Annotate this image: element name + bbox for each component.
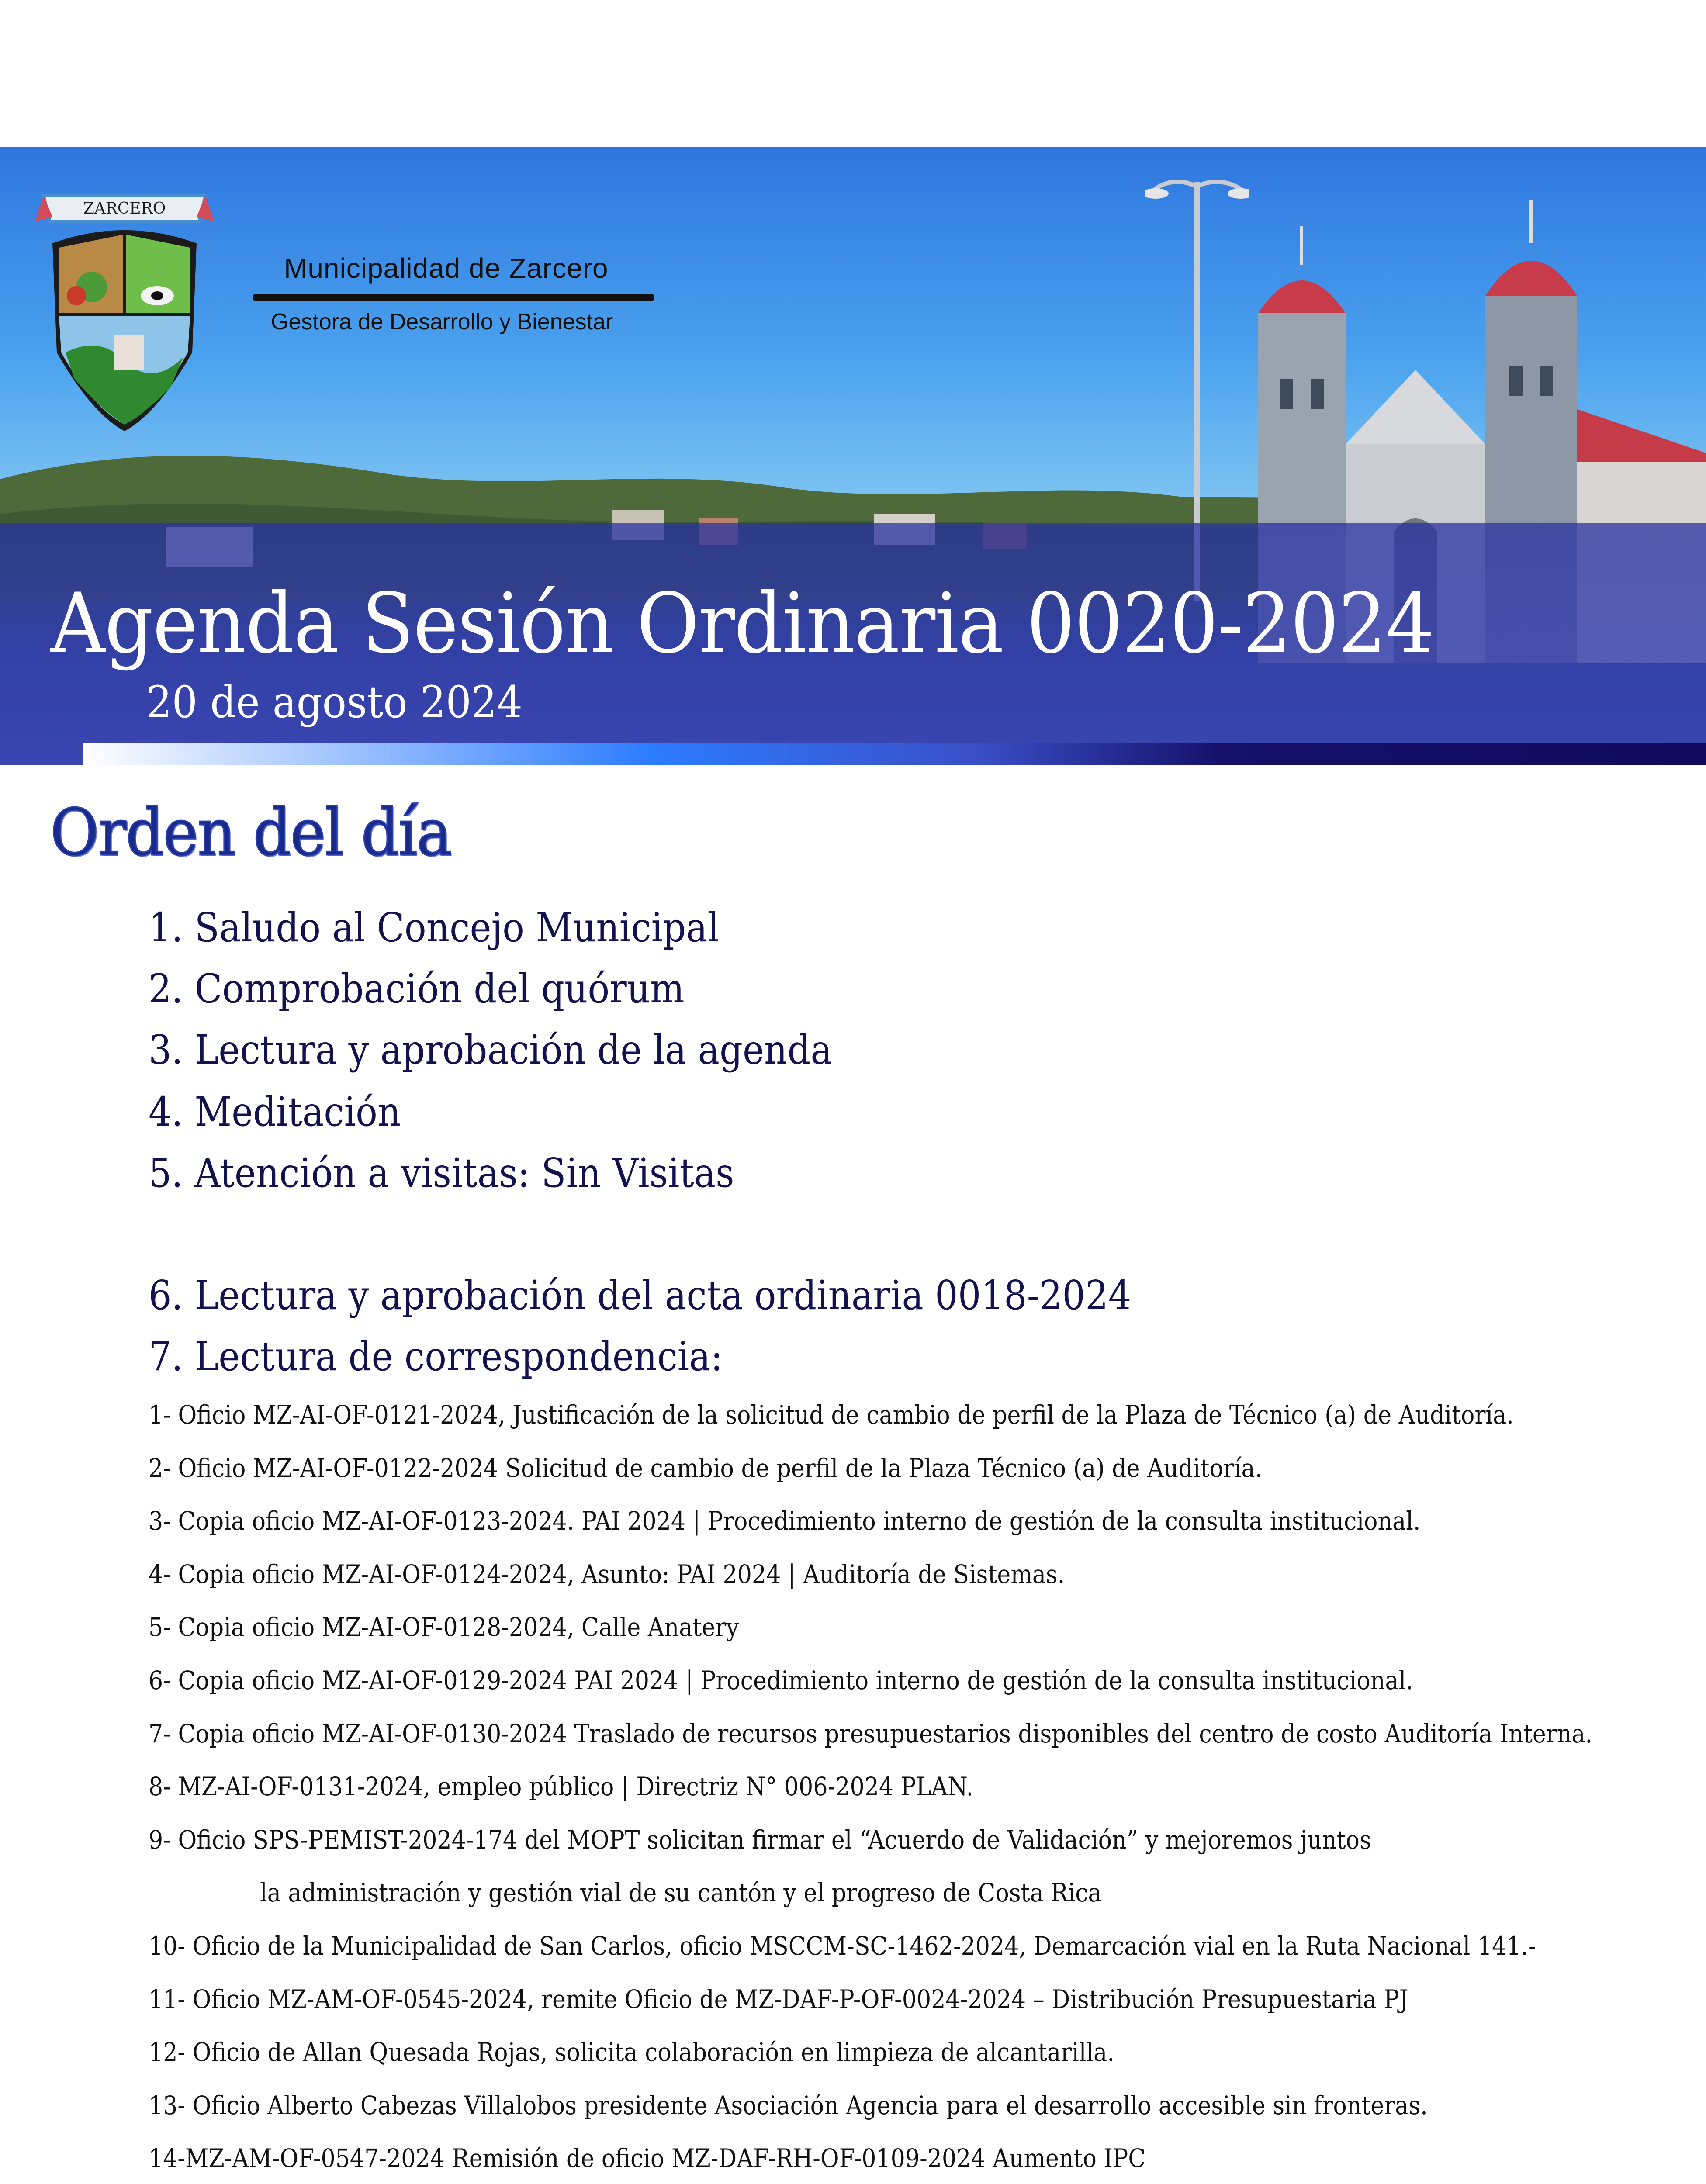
correspondence-item: 7- Copia oficio MZ-AI-OF-0130-2024 Traslado de recursos presupuestarios disponibles del centro de costo Auditoría Interna.: [149, 1718, 1593, 1749]
brand-divider: [253, 294, 654, 301]
agenda-heading: Orden del día: [50, 795, 451, 870]
agenda-item: 7. Lectura de correspondencia:: [149, 1333, 723, 1380]
correspondence-item: 9- Oficio SPS-PEMIST-2024-174 del MOPT solicitan firmar el “Acuerdo de Validación” y mejoremos juntos: [149, 1825, 1371, 1855]
session-date: 20 de agosto 2024: [146, 677, 523, 728]
correspondence-item: 14-MZ-AM-OF-0547-2024 Remisión de oficio MZ-DAF-RH-OF-0109-2024 Aumento IPC: [149, 2143, 1146, 2174]
correspondence-item: 13- Oficio Alberto Cabezas Villalobos presidente Asociación Agencia para el desarrollo accesible sin fronteras.: [149, 2090, 1428, 2120]
brand-name: Municipalidad de Zarcero: [284, 252, 609, 284]
correspondence-item: 6- Copia oficio MZ-AI-OF-0129-2024 PAI 2024 | Procedimiento interno de gestión de la consulta institucional.: [149, 1666, 1413, 1695]
agenda-item: 1. Saludo al Concejo Municipal: [149, 904, 719, 951]
correspondence-item: 3- Copia oficio MZ-AI-OF-0123-2024. PAI 2024 | Procedimiento interno de gestión de la consulta institucional.: [149, 1506, 1421, 1536]
correspondence-item: 8- MZ-AI-OF-0131-2024, empleo público | Directriz N° 006-2024 PLAN.: [149, 1772, 974, 1802]
correspondence-item: 1- Oficio MZ-AI-OF-0121-2024, Justificación de la solicitud de cambio de perfil de la Plaza de Técnico (a) de Auditoría.: [149, 1400, 1514, 1430]
zarcero-crest-logo: [26, 169, 223, 440]
correspondence-item: 10- Oficio de la Municipalidad de San Carlos, oficio MSCCM-SC-1462-2024, Demarcación vial en la Ruta Nacional 141.-: [149, 1931, 1536, 1961]
crest-banner-text: ZARCERO: [83, 200, 166, 218]
correspondence-item: 12- Oficio de Allan Quesada Rojas, solicita colaboración en limpieza de alcantarilla.: [149, 2037, 1114, 2067]
correspondence-item-continuation: la administración y gestión vial de su cantón y el progreso de Costa Rica: [260, 1878, 1102, 1908]
header-banner: [0, 147, 1706, 765]
agenda-item: 2. Comprobación del quórum: [149, 965, 685, 1012]
brand-tagline: Gestora de Desarrollo y Bienestar: [271, 309, 613, 335]
agenda-item: 4. Meditación: [149, 1089, 401, 1135]
correspondence-item: 11- Oficio MZ-AM-OF-0545-2024, remite Oficio de MZ-DAF-P-OF-0024-2024 – Distribución Presupuestaria PJ: [149, 1984, 1408, 2014]
correspondence-item: 2- Oficio MZ-AI-OF-0122-2024 Solicitud de cambio de perfil de la Plaza Técnico (a) de Auditoría.: [149, 1453, 1263, 1483]
agenda-item: 3. Lectura y aprobación de la agenda: [149, 1026, 832, 1073]
gradient-divider-bar: [83, 743, 1706, 765]
agenda-item: 5. Atención a visitas: Sin Visitas: [149, 1150, 734, 1196]
agenda-item: 6. Lectura y aprobación del acta ordinaria 0018-2024: [149, 1272, 1132, 1319]
correspondence-item: 5- Copia oficio MZ-AI-OF-0128-2024, Calle Anatery: [149, 1612, 739, 1642]
page-title: Agenda Sesión Ordinaria 0020-2024: [50, 575, 1434, 672]
correspondence-item: 4- Copia oficio MZ-AI-OF-0124-2024, Asunto: PAI 2024 | Auditoría de Sistemas.: [149, 1559, 1065, 1589]
